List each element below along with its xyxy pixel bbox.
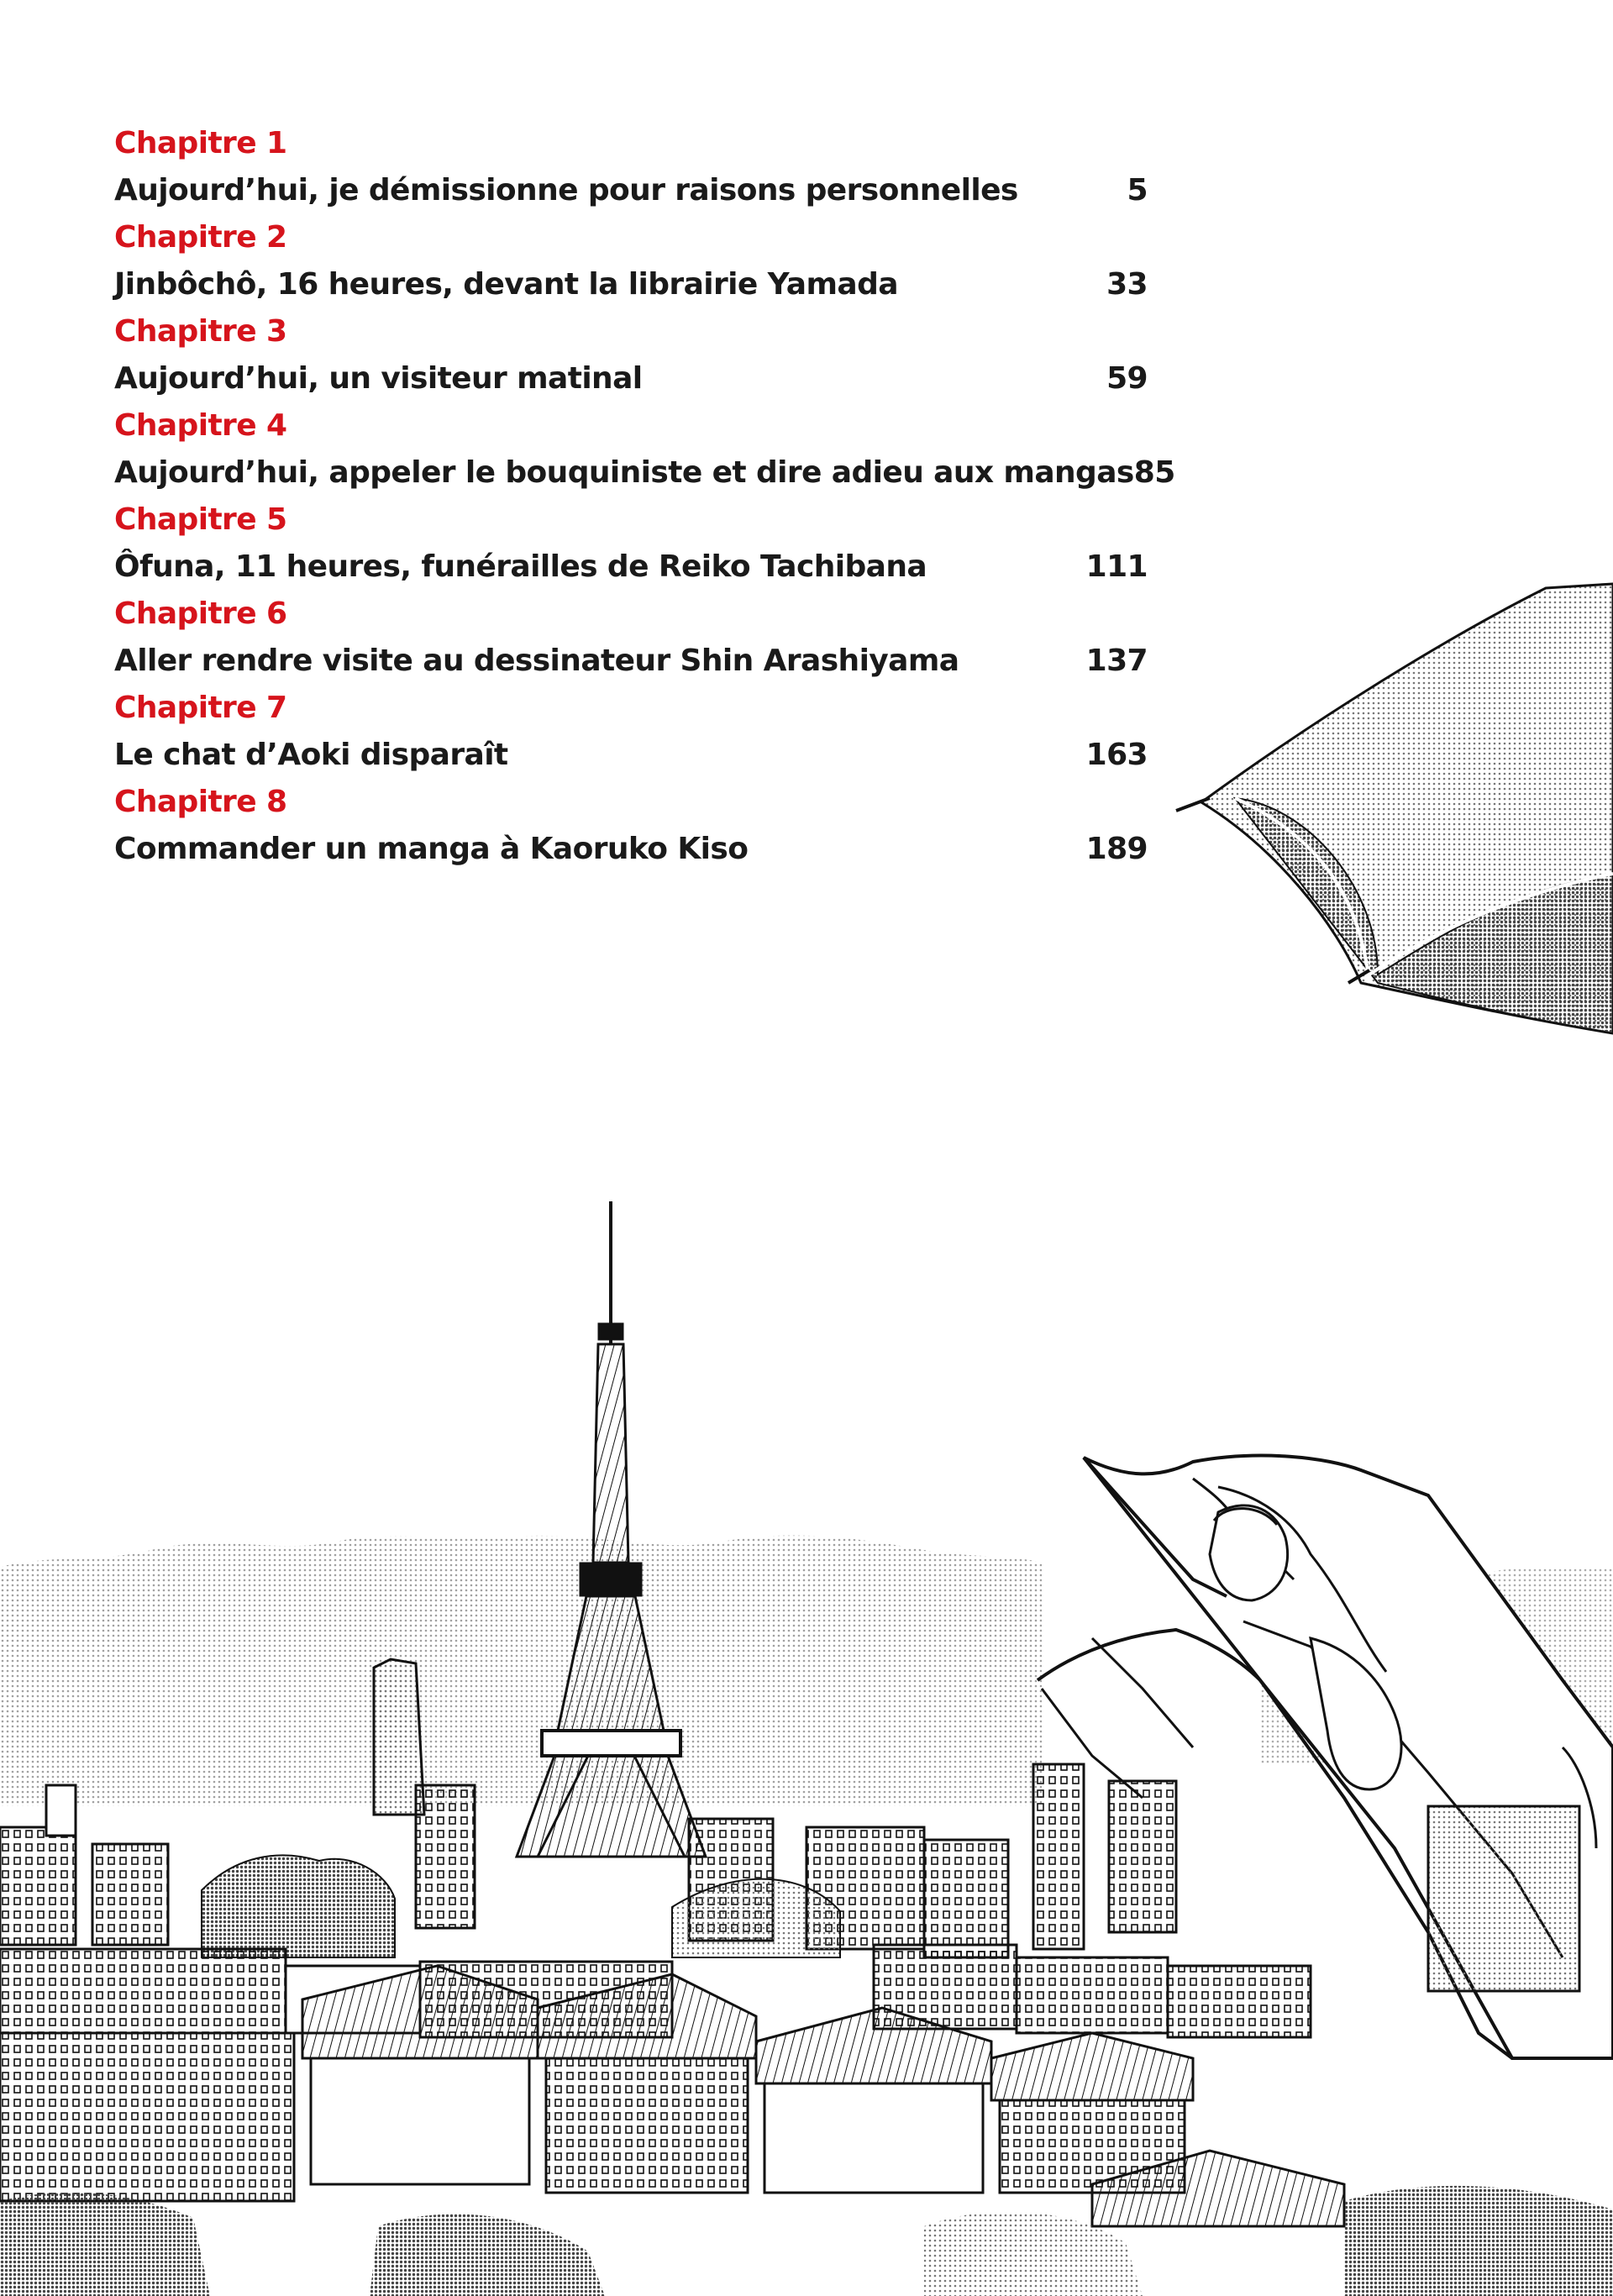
chapter-title: Aujourd’hui, je démissionne pour raisons personnelles	[114, 173, 1018, 208]
chapter-label: Chapitre 7	[114, 691, 287, 725]
chapter-row	[114, 355, 1148, 402]
chapter-row	[114, 449, 1175, 497]
chapter-label: Chapitre 2	[114, 220, 287, 255]
chapter-label: Chapitre 3	[114, 314, 287, 349]
chapter-label: Chapitre 8	[114, 785, 287, 819]
chapter-page-number: 189	[1085, 832, 1148, 866]
houses	[0, 1966, 1344, 2226]
toc-entry[interactable]	[114, 591, 1148, 685]
chapter-row	[114, 638, 1148, 685]
chapter-page-number: 5	[1127, 173, 1148, 208]
chapter-row	[114, 261, 1148, 308]
tower-icon	[517, 1201, 706, 1857]
chapter-page-number: 111	[1085, 549, 1148, 584]
chapter-row	[114, 826, 1148, 873]
chapter-label: Chapitre 1	[114, 126, 287, 160]
chapter-page-number: 59	[1106, 361, 1148, 396]
chapter-row	[114, 732, 1148, 779]
chapter-page-number: 85	[1133, 455, 1175, 490]
toc-entry[interactable]	[114, 214, 1148, 308]
chapter-label: Chapitre 4	[114, 408, 287, 443]
toc-entry[interactable]	[114, 308, 1148, 402]
toc-entry[interactable]	[114, 402, 1175, 497]
chapter-page-number: 163	[1085, 738, 1148, 772]
chapter-row	[114, 544, 1148, 591]
trees-halftone	[202, 1855, 840, 1957]
chapter-title: Aujourd’hui, un visiteur matinal	[114, 361, 643, 396]
toc-entry[interactable]	[114, 779, 1148, 873]
chapter-title: Commander un manga à Kaoruko Kiso	[114, 832, 749, 866]
chapter-page-number: 33	[1106, 267, 1148, 302]
chapter-label: Chapitre 6	[114, 596, 287, 631]
toc-entry[interactable]	[114, 497, 1148, 591]
chapter-title: Le chat d’Aoki disparaît	[114, 738, 508, 772]
toc-entry[interactable]	[114, 685, 1148, 779]
chapter-label: Chapitre 5	[114, 502, 287, 537]
umbrella-icon	[1176, 584, 1613, 1033]
table-of-contents	[114, 120, 1175, 873]
chapter-title: Ôfuna, 11 heures, funérailles de Reiko Tachibana	[114, 549, 927, 584]
chapter-page-number: 137	[1085, 644, 1148, 678]
foreground-trees	[0, 2186, 1613, 2296]
chapter-row	[114, 167, 1148, 214]
chapter-title: Jinbôchô, 16 heures, devant la librairie Yamada	[114, 267, 898, 302]
city-skyline-icon	[0, 1659, 1176, 1957]
chapter-title: Aujourd’hui, appeler le bouquiniste et dire adieu aux mangas	[114, 455, 1134, 490]
sky-halftone	[0, 1536, 1613, 1806]
manga-books-icon	[1038, 1456, 1613, 2058]
chapter-title: Aller rendre visite au dessinateur Shin Arashiyama	[114, 644, 959, 678]
mid-buildings	[0, 1945, 1311, 2037]
toc-entry[interactable]	[114, 120, 1148, 214]
